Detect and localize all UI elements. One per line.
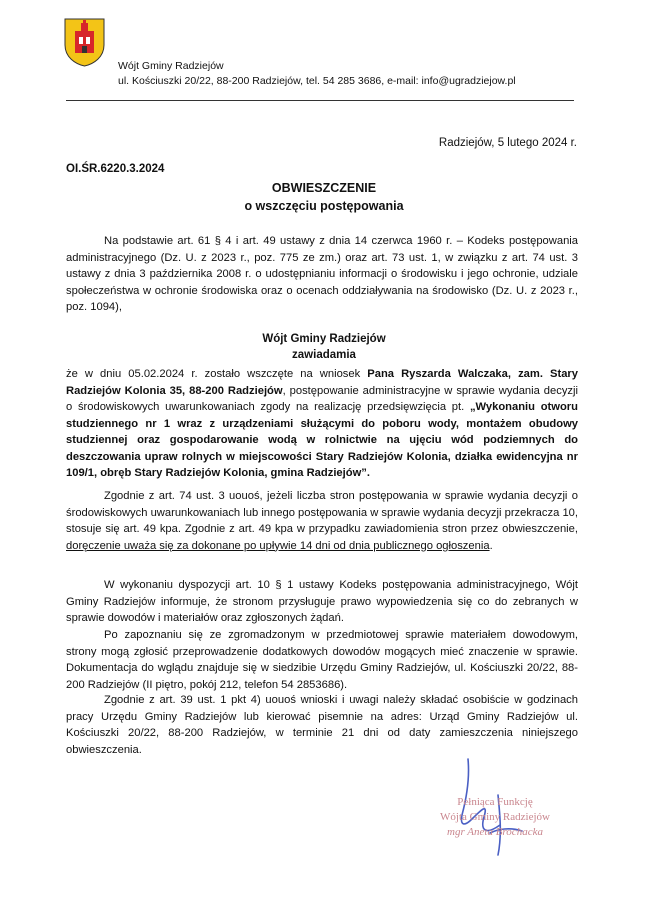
document-date: Radziejów, 5 lutego 2024 r. [438, 137, 577, 149]
documentation-paragraph: Po zapoznaniu się ze zgromadzonym w przedmiotowej sprawie materiałem dowodowym, strony mogą zgłosić przeprowadzenie dodatkowych dowodów mogących mieć znaczenie w sprawie. Dokumentacja do wglądu znajduje się w siedzibie Urzędu Gminy Radziejów, ul. Kościuszki 20/22, 88-200 Radziejów (II piętro, pokój 212, telefon 54 2853686). [66, 629, 578, 691]
office-name: Wójt Gminy Radziejów [118, 60, 224, 72]
official-stamp [420, 795, 570, 840]
stamp-signatory: mgr Aneta Brochacka [447, 826, 543, 838]
proceedings-paragraph [66, 366, 578, 482]
delivery-paragraph [66, 488, 578, 554]
applicant-name: Pana Ryszarda Walczaka, zam. Stary Radziejów Kolonia 35, 88-200 Radziejów [66, 368, 579, 397]
authority-name: Wójt Gminy Radziejów [262, 333, 386, 345]
proceedings-text-middle: , postępowanie administracyjne w sprawie wydania decyzji o środowiskowych uwarunkowaniach zgody na realizację przedsięwzięcia pt. [66, 384, 578, 413]
delivery-text: Zgodnie z art. 74 ust. 3 uouoś, jeżeli liczba stron postępowania w sprawie wydania decyzji o środowiskowych uwarunkowaniach lub innego postępowania w sprawie wydania decyzji przekracza 10, stosuje się art. 49 kpa. Zgodnie z art. 49 kpa w przypadku zawiadomienia stron przez obwieszczenie, [66, 490, 578, 535]
proceedings-text-start: że w dniu 05.02.2024 r. zostało wszczęte na wniosek [66, 368, 368, 380]
document-title: OBWIESZCZENIE [271, 181, 377, 195]
legal-basis-paragraph: Na podstawie art. 61 § 4 i art. 49 ustawy z dnia 14 czerwca 1960 r. – Kodeks postępowania administracyjnego (Dz. U. z 2023 r., poz. 775 ze zm.) oraz art. 73 ust. 1, w związku z art. 74 ust. 3 ustawy z dnia 3 października 2008 r. o udostępnianiu informacji o środowisku i jego ochronie, udziale społeczeństwa w ochronie środowiska oraz o ocenach oddziaływania na środowisko (Dz. U. z 2023 r., poz. 1094), [66, 235, 578, 313]
document-subtitle: o wszczęciu postępowania [244, 199, 404, 213]
right-to-comment-paragraph: W wykonaniu dyspozycji art. 10 § 1 ustawy Kodeks postępowania administracyjnego, Wójt Gminy Radziejów informuje, że stronom przysługuje prawo wypowiedzenia się co do zebranych w sprawie dowodów i materiałów oraz zgłoszonych żądań. [66, 579, 578, 624]
coat-of-arms-logo [63, 17, 106, 67]
delivery-underlined-text: doręczenie uważa się za dokonane po upływie 14 dni od dnia publicznego ogłoszenia [66, 539, 490, 552]
delivery-text-end: . [489, 539, 493, 552]
reference-number: OI.ŚR.6220.3.2024 [66, 163, 165, 175]
stamp-line-1: Pełniąca Funkcję [457, 796, 533, 808]
office-address: ul. Kościuszki 20/22, 88-200 Radziejów, tel. 54 285 3686, e-mail: info@ugradziejow.pl [118, 75, 516, 87]
project-title: „Wykonaniu otworu studziennego nr 1 wraz z urządzeniami służącymi do poboru wody, montażem obudowy studziennej oraz gospodarowanie wodą w rolnictwie na ujęciu wód podziemnych do deszczowania upraw rolnych w miejscowości Stary Radziejów Kolonia, działka ewidencyjna nr 109/1, obręb Stary Radziejów Kolonia, gmina Radziejów”. [66, 401, 578, 479]
notifies-label: zawiadamia [292, 349, 356, 361]
submissions-paragraph: Zgodnie z art. 39 ust. 1 pkt 4) uouoś wnioski i uwagi należy składać osobiście w godzinach pracy Urzędu Gminy Radziejów lub kierować pisemnie na adres: Urząd Gminy Radziejów ul. Kościuszki 20/22, 88-200 Radziejów, w terminie 21 dni od daty zamieszczenia niniejszego obwieszczenia. [66, 694, 578, 756]
stamp-line-2: Wójta Gminy Radziejów [440, 811, 550, 823]
header-divider [66, 100, 574, 101]
